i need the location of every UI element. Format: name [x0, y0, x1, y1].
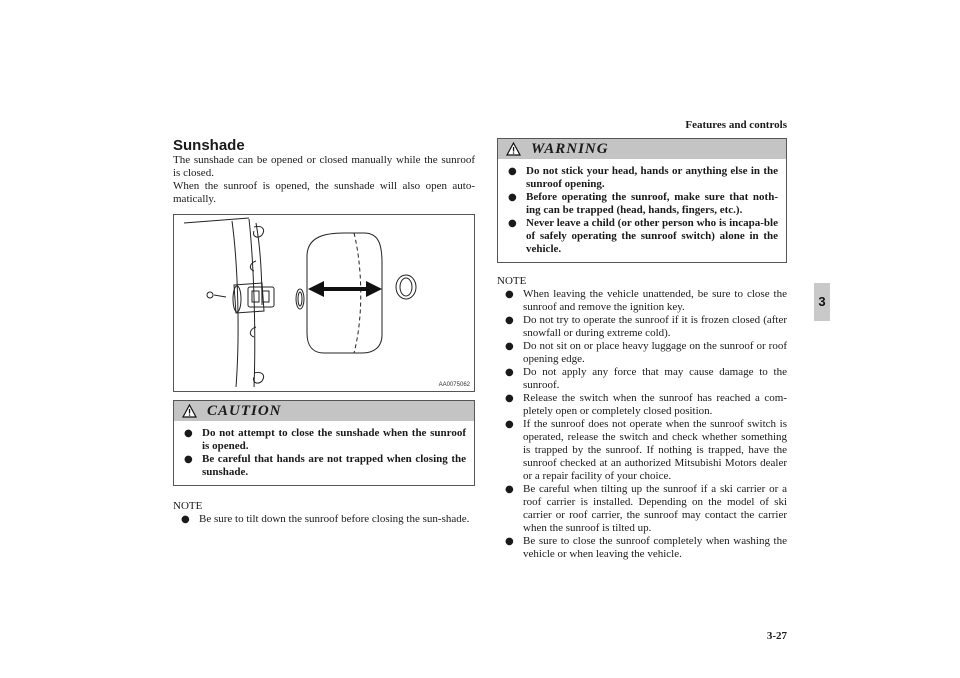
warning-triangle-icon [506, 142, 521, 156]
caution-list [174, 421, 474, 485]
note-item: ● Be sure to close the sunroof completely when washing the vehicle or when leaving the vehicle. [505, 535, 787, 560]
bullet-icon: ● [508, 218, 517, 229]
right-column [497, 138, 787, 561]
warning-item: ● Never leave a child (or other person who is incapa-ble of safely operating the sunroof switch) alone in the vehicle. [508, 217, 778, 255]
warning-item: ● Do not stick your head, hands or anything else in the sunroof opening. [508, 165, 778, 190]
bullet-icon: ● [184, 428, 193, 439]
caution-box [173, 400, 475, 486]
running-header: Features and controls [685, 119, 787, 131]
bullet-icon: ● [505, 393, 514, 404]
note-label: NOTE [173, 500, 203, 512]
left-column [173, 138, 475, 526]
section-title: Sunshade [173, 137, 245, 154]
bullet-icon: ● [508, 166, 517, 177]
caution-header [174, 401, 474, 421]
note-list [497, 288, 787, 561]
warning-triangle-icon [182, 404, 197, 418]
note-item: ● Release the switch when the sunroof has reached a com-pletely open or completely closed position. [505, 392, 787, 417]
warning-item: ● Before operating the sunroof, make sure that noth-ing can be trapped (head, hands, fingers, etc.). [508, 191, 778, 216]
note-item: ● Be sure to tilt down the sunroof before closing the sun-shade. [181, 513, 470, 525]
note-item: ● Be careful when tilting up the sunroof if a ski carrier or a roof carrier is installed. Depending on the model of ski carrier or roof carrier, the sunroof may contact the carrier when the sunroof is tilted up. [505, 483, 787, 534]
bullet-icon: ● [505, 367, 514, 378]
sunshade-text-1: The sunshade can be opened or closed manually while the sunroof is closed. [173, 154, 475, 179]
bullet-icon: ● [508, 192, 517, 203]
sunshade-text-2: When the sunroof is opened, the sunshade will also open auto-matically. [173, 180, 475, 205]
bullet-icon: ● [181, 514, 190, 525]
note-label: NOTE [497, 275, 527, 287]
bullet-icon: ● [505, 289, 514, 300]
caution-item: ● Do not attempt to close the sunshade when the sunroof is opened. [184, 427, 466, 452]
note-item: ● Do not sit on or place heavy luggage on the sunroof or roof opening edge. [505, 340, 787, 365]
note-left [173, 500, 475, 526]
sunshade-illustration-drawing [174, 215, 474, 391]
bullet-icon: ● [505, 484, 514, 495]
bullet-icon: ● [505, 315, 514, 326]
bullet-icon: ● [505, 536, 514, 547]
note-item: ● If the sunroof does not operate when the sunroof switch is operated, release the switch and check whether something is trapped by the sunroof. If nothing is trapped, have the sunroof checked at an authorized Mitsubishi Motors dealer or a repair facility of your choice. [505, 418, 787, 482]
caution-item: ● Be careful that hands are not trapped when closing the sunshade. [184, 453, 466, 478]
page-number: 3-27 [766, 630, 787, 642]
warning-title: WARNING [531, 140, 609, 157]
note-item: ● Do not apply any force that may cause damage to the sunroof. [505, 366, 787, 391]
bullet-icon: ● [505, 341, 514, 352]
chapter-tab: 3 [814, 283, 830, 321]
warning-header [498, 139, 786, 159]
caution-title: CAUTION [207, 402, 282, 419]
note-item: ● Do not try to operate the sunroof if it is frozen closed (after snowfall or during extreme cold). [505, 314, 787, 339]
note-item: ● When leaving the vehicle unattended, be sure to close the sunroof and remove the ignition key. [505, 288, 787, 313]
note-list [173, 513, 475, 526]
warning-list [498, 159, 786, 262]
warning-box [497, 138, 787, 263]
bullet-icon: ● [184, 454, 193, 465]
bullet-icon: ● [505, 419, 514, 430]
note-right [497, 275, 787, 561]
sunshade-illustration [173, 214, 475, 392]
figure-code: AA0075062 [438, 382, 470, 388]
